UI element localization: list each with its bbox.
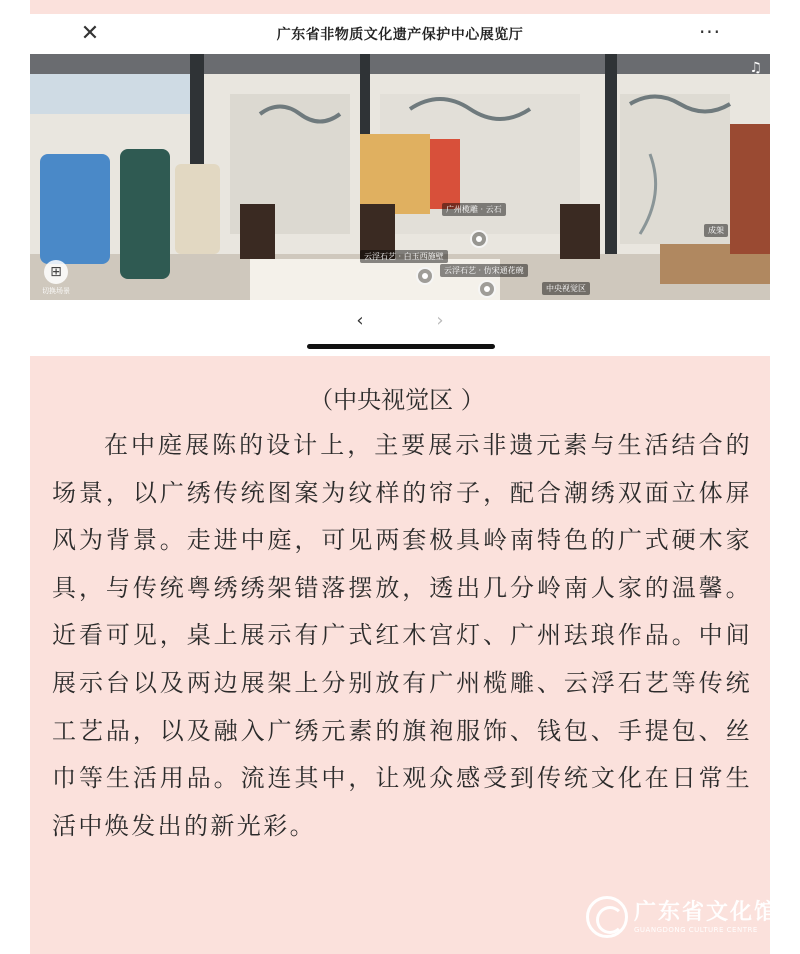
pager-bar (30, 300, 770, 340)
grid-icon[interactable]: ⊞ (44, 260, 68, 284)
section-title: （中央视觉区 ） (309, 386, 485, 414)
hotspot-marker[interactable] (416, 267, 434, 285)
article-content (52, 378, 752, 850)
hotspot-label: 广州榄雕 · 云石 (442, 203, 506, 216)
embedded-panorama-viewer (30, 14, 770, 356)
chevron-right-icon[interactable]: › (436, 309, 444, 331)
watermark-logo (586, 892, 786, 942)
viewer-title: 广东省非物质文化遗产保护中心展览厅 (276, 27, 524, 43)
culture-centre-logo-icon (586, 896, 628, 938)
article-paragraph: 在中庭展陈的设计上，主要展示非遗元素与生活结合的场景，以广绣传统图案为纹样的帘子，配合潮绣双面立体屏风为背景。走进中庭，可见两套极具岭南特色的广式硬木家具，与传统粤绣绣架错落摆放，透出几分岭南人家的温馨。近看可见，桌上展示有广式红木宫灯、广州珐琅作品。中间展示台以及两边展架上分别放有广州榄雕、云浮石艺等传统工艺品，以及融入广绣元素的旗袍服饰、钱包、手提包、丝巾等生活用品。流连其中，让观众感受到传统文化在日常生活中焕发出的新光彩。 (52, 431, 752, 840)
panorama-view[interactable] (30, 54, 770, 300)
side-label[interactable]: 成架 (704, 224, 728, 237)
close-icon[interactable]: ✕ (80, 21, 100, 46)
grid-caption: 切换场景 (42, 287, 70, 295)
chevron-left-icon[interactable]: ‹ (356, 309, 364, 331)
home-indicator (307, 344, 495, 349)
hotspot-label: 云浮石艺 · 仿宋通花碗 (440, 264, 528, 277)
exhibition-hall-photo (30, 54, 770, 300)
watermark-name-en: GUANGDONG CULTURE CENTRE (634, 926, 758, 934)
hotspot-marker[interactable] (470, 230, 488, 248)
more-icon[interactable]: ··· (698, 20, 722, 44)
viewer-nav-bar (30, 14, 770, 54)
hotspot-label: 云浮石艺 · 白玉西施壁 (360, 250, 448, 263)
watermark-name-cn: 广东省文化馆 (634, 900, 779, 925)
hotspot-marker[interactable] (478, 280, 496, 298)
music-icon[interactable]: ♫ (749, 60, 762, 76)
area-label[interactable]: 中央视觉区 (542, 282, 590, 295)
